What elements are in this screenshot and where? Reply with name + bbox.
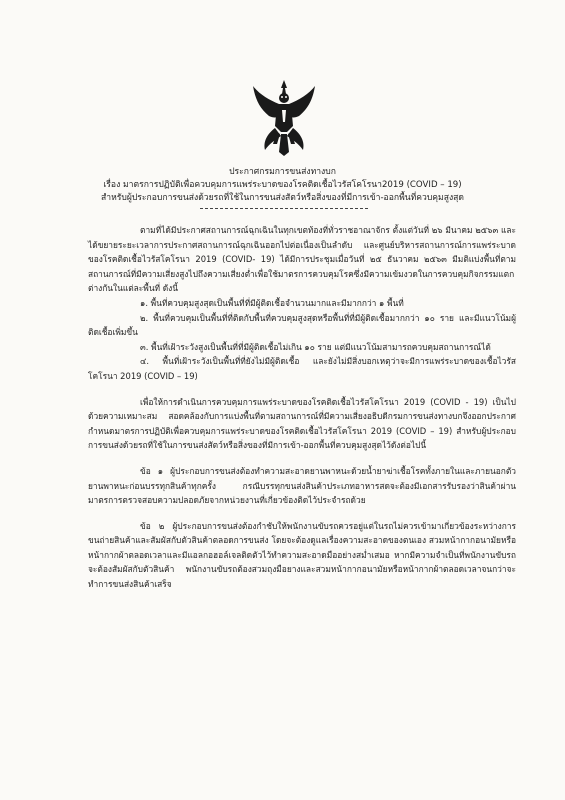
dashed-divider: [200, 208, 368, 209]
document-body: [88, 212, 516, 592]
list-item-zone-2: ๒. พื้นที่ควบคุมเป็นพื้นที่ที่ติดกับพื้นที่ควบคุมสูงสุดหรือพื้นที่ที่มีผู้ติดเชื้อมากกว่า ๑๐ ราย และมีแนวโน้มผู้ติดเชื้อเพิ่มขึ้น: [88, 312, 516, 338]
list-item-zone-1: ๑. พื้นที่ควบคุมสูงสุดเป็นพื้นที่ที่มีผู้ติดเชื้อจำนวนมากและมีมากกว่า ๑ พื้นที่: [140, 297, 404, 308]
announcement-header: [60, 166, 505, 205]
paragraph-preamble: ตามที่ได้มีประกาศสถานการณ์ฉุกเฉินในทุกเขตท้องที่ทั่วราชอาณาจักร ตั้งแต่วันที่ ๒๖ มีนาคม ๒๕๖๓ และได้ขยายระยะเวลาการประกาศสถานการณ์ฉุกเฉินออกไปต่อเนื่องเป็นลำดับ และศูนย์บริหารสถานการณ์การแพร่ระบาดของโรคติดเชื้อไวรัสโคโรนา 2019 (COVID- 19) ได้มีการประชุมเมื่อวันที่ ๒๕ ธันวาคม ๒๕๖๓ มีมติแบ่งพื้นที่ตามสถานการณ์ที่มีความเสี่ยงสูงไปถึงความเสี่ยงต่ำเพื่อใช้มาตรการควบคุมโรคซึ่งมีความเข้มงวดในการควบคุมกิจกรรมแตกต่างกันในแต่ละพื้นที่ ดังนี้: [88, 225, 516, 294]
list-item-zone-4: ๔. พื้นที่เฝ้าระวังเป็นพื้นที่ที่ยังไม่มีผู้ติดเชื้อ และยังไม่มีสิ่งบอกเหตุว่าจะมีการแพร่ระบาดของเชื้อไวรัสโคโรนา 2019 (COVID – 19): [88, 356, 516, 381]
clause-2: ข้อ ๒ ผู้ประกอบการขนส่งต้องกำชับให้พนักงานขับรถควรอยู่แต่ในรถไม่ควรเข้ามาเกี่ยวข้องระหว่างการขนถ่ายสินค้าและสัมผัสกับตัวสินค้าตลอดการขนส่ง โดยจะต้องดูแลเรื่องความสะอาดของตนเอง สวมหน้ากากอนามัยหรือหน้ากากผ้าตลอดเวลาและมีแอลกอฮอล์เจลติดตัวไว้ทำความสะอาดมืออย่างสม่ำเสมอ หากมีความจำเป็นที่พนักงานขับรถจะต้องสัมผัสกับตัวสินค้า พนักงานขับรถต้องสวมถุงมือยางและสวมหน้ากากอนามัยหรือหน้ากากผ้าตลอดเวลาจนกว่าจะทำการขนส่งสินค้าเสร็จ: [88, 520, 516, 590]
paragraph-purpose: เพื่อให้การดำเนินการควบคุมการแพร่ระบาดของโรคติดเชื้อไวรัสโคโรนา 2019 (COVID - 19) เป็นไปด้วยความเหมาะสม สอดคล้องกับการแบ่งพื้นที่ตามสถานการณ์ที่มีความเสี่ยงอธิบดีกรมการขนส่งทางบกจึงออกประกาศกำหนดมาตรการปฏิบัติเพื่อควบคุมการแพร่ระบาดของโรคติดเชื้อไวรัสโคโรนา 2019 (COVID – 19) สำหรับผู้ประกอบการขนส่งด้วยรถที่ใช้ในการขนส่งสัตว์หรือสิ่งของที่มีการเข้า-ออกพื้นที่ควบคุมสูงสุดไว้ดังต่อไปนี้: [88, 396, 516, 451]
scope-line: สำหรับผู้ประกอบการขนส่งด้วยรถที่ใช้ในการขนส่งสัตว์หรือสิ่งของที่มีการเข้า-ออกพื้นที่ควบคุมสูงสุด: [101, 193, 464, 203]
garuda-emblem-icon: [251, 78, 317, 158]
clause-1: ข้อ ๑ ผู้ประกอบการขนส่งต้องทำความสะอาดยานพาหนะด้วยน้ำยาฆ่าเชื้อโรคทั้งภายในและภายนอกตัวยานพาหนะก่อนบรรทุกสินค้าทุกครั้ง กรณีบรรทุกขนส่งสินค้าประเภทอาหารสดจะต้องมีเอกสารรับรองว่าสินค้าผ่านมาตรการตรวจสอบความปลอดภัยจากหน่วยงานที่เกี่ยวข้องติดไว้ประจำรถด้วย: [88, 465, 516, 506]
agency-title: ประกาศกรมการขนส่งทางบก: [229, 167, 336, 177]
subject-line: เรื่อง มาตรการปฏิบัติเพื่อควบคุมการแพร่ระบาดของโรคติดเชื้อไวรัสโคโรนา2019 (COVID – 19): [103, 180, 462, 190]
list-item-zone-3: ๓. พื้นที่เฝ้าระวังสูงเป็นพื้นที่ที่มีผู้ติดเชื้อไม่เกิน ๑๐ ราย แต่มีแนวโน้มสามารถควบคุมสถานการณ์ได้: [140, 341, 491, 352]
